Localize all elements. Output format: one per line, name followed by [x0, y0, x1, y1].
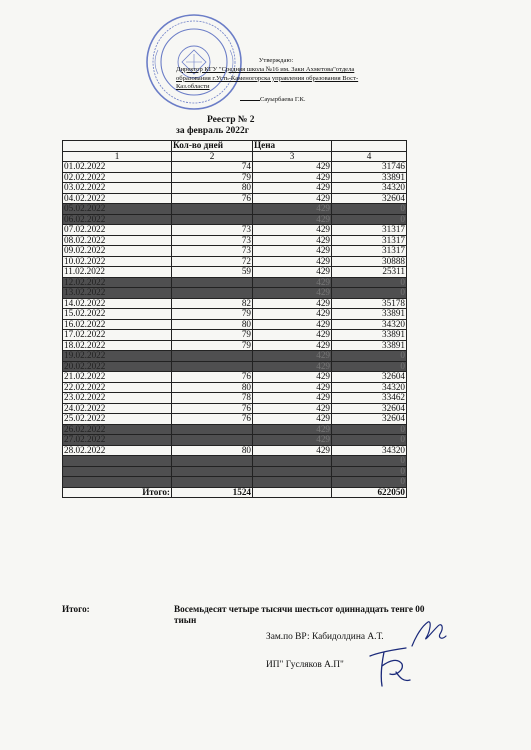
table-row-weekend	[63, 351, 407, 362]
total-days-cell: 1524	[172, 487, 253, 498]
table-row	[63, 235, 407, 246]
sum-cell: 31317	[332, 246, 407, 257]
days-cell: 59	[172, 267, 253, 278]
days-cell	[172, 277, 253, 288]
approval-line-1: Директор КГУ "Средняя школа №16 им. Заки Ахметова"отдела	[176, 65, 355, 73]
sum-cell: 35178	[332, 298, 407, 309]
approval-signatory: Сауырбаева Г.К.	[260, 96, 306, 104]
date-cell: 27.02.2022	[63, 435, 172, 446]
price-cell: 429	[253, 193, 332, 204]
table-row	[63, 298, 407, 309]
price-cell: 429	[253, 424, 332, 435]
days-cell: 76	[172, 193, 253, 204]
date-cell: 26.02.2022	[63, 424, 172, 435]
sum-cell: 25311	[332, 267, 407, 278]
sum-cell: 33891	[332, 340, 407, 351]
sum-cell: 34320	[332, 445, 407, 456]
table-row-weekend	[63, 214, 407, 225]
ip-handwritten-signature	[366, 642, 414, 692]
registry-table	[62, 140, 407, 498]
date-cell: 28.02.2022	[63, 445, 172, 456]
date-cell: 05.02.2022	[63, 204, 172, 215]
price-cell: 429	[253, 403, 332, 414]
days-cell: 80	[172, 382, 253, 393]
days-cell: 79	[172, 172, 253, 183]
date-cell: 08.02.2022	[63, 235, 172, 246]
days-cell: 82	[172, 298, 253, 309]
days-cell	[172, 351, 253, 362]
price-cell: 429	[253, 256, 332, 267]
price-cell: 429	[253, 445, 332, 456]
price-cell: 429	[253, 382, 332, 393]
table-row-weekend	[63, 361, 407, 372]
days-cell: 78	[172, 393, 253, 404]
sum-cell: 33891	[332, 309, 407, 320]
total-label-cell: Итого:	[63, 487, 172, 498]
days-cell	[172, 288, 253, 299]
table-row	[63, 403, 407, 414]
price-cell: 429	[253, 414, 332, 425]
table-row	[63, 246, 407, 257]
registry-number: Реестр № 2	[207, 115, 255, 125]
table-row	[63, 393, 407, 404]
sum-cell: 32604	[332, 193, 407, 204]
price-cell	[253, 477, 332, 488]
sum-cell: 0	[332, 477, 407, 488]
date-cell: 01.02.2022	[63, 162, 172, 173]
table-row	[63, 193, 407, 204]
sum-cell: 0	[332, 456, 407, 467]
date-cell: 09.02.2022	[63, 246, 172, 257]
price-cell: 429	[253, 330, 332, 341]
table-row-weekend	[63, 456, 407, 467]
price-cell: 429	[253, 361, 332, 372]
price-cell: 429	[253, 246, 332, 257]
table-row-weekend	[63, 424, 407, 435]
price-cell: 429	[253, 319, 332, 330]
days-cell: 80	[172, 445, 253, 456]
total-price-cell	[253, 487, 332, 498]
date-cell: 19.02.2022	[63, 351, 172, 362]
date-cell: 16.02.2022	[63, 319, 172, 330]
header-cell-days: Кол-во дней	[172, 141, 253, 152]
sum-cell: 0	[332, 435, 407, 446]
days-cell	[172, 435, 253, 446]
days-cell	[172, 477, 253, 488]
price-cell: 429	[253, 288, 332, 299]
date-cell: 17.02.2022	[63, 330, 172, 341]
total-words-label: Итого:	[62, 604, 90, 614]
sum-cell: 0	[332, 424, 407, 435]
days-cell: 73	[172, 246, 253, 257]
sum-cell: 32604	[332, 372, 407, 383]
days-cell: 74	[172, 162, 253, 173]
price-cell: 429	[253, 298, 332, 309]
days-cell	[172, 424, 253, 435]
deputy-signatory: Зам.по ВР: Кабидолдина А.Т.	[266, 632, 384, 642]
date-cell: 18.02.2022	[63, 340, 172, 351]
days-cell: 76	[172, 414, 253, 425]
approval-line-3: Каз.области	[176, 83, 210, 91]
days-cell	[172, 361, 253, 372]
approval-signature-underline	[240, 100, 260, 101]
date-cell: 11.02.2022	[63, 267, 172, 278]
table-header-row	[63, 141, 407, 152]
table-row-weekend	[63, 466, 407, 477]
date-cell	[63, 477, 172, 488]
table-row	[63, 382, 407, 393]
sum-cell: 0	[332, 466, 407, 477]
price-cell	[253, 456, 332, 467]
date-cell: 13.02.2022	[63, 288, 172, 299]
table-row	[63, 330, 407, 341]
price-cell: 429	[253, 351, 332, 362]
sum-cell: 0	[332, 361, 407, 372]
header-cell-price: Цена	[253, 141, 332, 152]
date-cell: 14.02.2022	[63, 298, 172, 309]
table-row-weekend	[63, 288, 407, 299]
sum-cell: 0	[332, 214, 407, 225]
sum-cell: 0	[332, 204, 407, 215]
price-cell: 429	[253, 393, 332, 404]
sum-cell: 34320	[332, 183, 407, 194]
sum-cell: 0	[332, 277, 407, 288]
days-cell	[172, 214, 253, 225]
sum-cell: 34320	[332, 382, 407, 393]
column-numbers-row	[63, 151, 407, 162]
table-row	[63, 414, 407, 425]
days-cell: 79	[172, 340, 253, 351]
table-total-row	[63, 487, 407, 498]
days-cell	[172, 204, 253, 215]
sum-cell: 34320	[332, 319, 407, 330]
total-sum-cell: 622050	[332, 487, 407, 498]
table-row	[63, 267, 407, 278]
price-cell: 429	[253, 225, 332, 236]
sum-cell: 31746	[332, 162, 407, 173]
table-row-weekend	[63, 204, 407, 215]
table-row-weekend	[63, 477, 407, 488]
price-cell: 429	[253, 172, 332, 183]
table-row	[63, 225, 407, 236]
price-cell: 429	[253, 277, 332, 288]
col-number-1: 1	[63, 151, 172, 162]
price-cell: 429	[253, 267, 332, 278]
col-number-3: 3	[253, 151, 332, 162]
sum-cell: 32604	[332, 403, 407, 414]
sum-cell: 0	[332, 351, 407, 362]
date-cell: 22.02.2022	[63, 382, 172, 393]
days-cell: 76	[172, 372, 253, 383]
table-row-weekend	[63, 435, 407, 446]
days-cell: 79	[172, 330, 253, 341]
date-cell: 10.02.2022	[63, 256, 172, 267]
deputy-handwritten-signature	[408, 618, 448, 650]
table-row	[63, 319, 407, 330]
date-cell: 12.02.2022	[63, 277, 172, 288]
table-row	[63, 309, 407, 320]
table-row	[63, 183, 407, 194]
header-cell-4	[332, 141, 407, 152]
date-cell: 21.02.2022	[63, 372, 172, 383]
price-cell	[253, 466, 332, 477]
table-row	[63, 256, 407, 267]
sum-cell: 0	[332, 288, 407, 299]
date-cell: 15.02.2022	[63, 309, 172, 320]
table-row	[63, 172, 407, 183]
table-row	[63, 372, 407, 383]
days-cell	[172, 466, 253, 477]
days-cell: 80	[172, 183, 253, 194]
days-cell: 80	[172, 319, 253, 330]
sum-cell: 33462	[332, 393, 407, 404]
sum-cell: 33891	[332, 172, 407, 183]
registry-period: за февраль 2022г	[176, 126, 250, 136]
approval-line-2: образования г.Усть-Каменогорска управления образования Вост-	[176, 74, 359, 82]
header-cell-1	[63, 141, 172, 152]
price-cell: 429	[253, 340, 332, 351]
price-cell: 429	[253, 204, 332, 215]
approval-block	[176, 57, 376, 105]
price-cell: 429	[253, 214, 332, 225]
sum-cell: 30888	[332, 256, 407, 267]
price-cell: 429	[253, 183, 332, 194]
days-cell: 79	[172, 309, 253, 320]
col-number-2: 2	[172, 151, 253, 162]
days-cell	[172, 456, 253, 467]
table-row	[63, 340, 407, 351]
total-in-words	[62, 604, 425, 625]
date-cell: 20.02.2022	[63, 361, 172, 372]
sum-cell: 33891	[332, 330, 407, 341]
approval-heading: Утверждаю:	[258, 57, 294, 64]
date-cell: 25.02.2022	[63, 414, 172, 425]
date-cell: 04.02.2022	[63, 193, 172, 204]
table-row	[63, 445, 407, 456]
table-row	[63, 162, 407, 173]
days-cell: 72	[172, 256, 253, 267]
date-cell: 06.02.2022	[63, 214, 172, 225]
approval-signatory-line	[176, 96, 376, 105]
date-cell: 07.02.2022	[63, 225, 172, 236]
date-cell	[63, 466, 172, 477]
date-cell: 03.02.2022	[63, 183, 172, 194]
registry-title	[176, 115, 255, 137]
ip-signatory: ИП" Гусляков А.П"	[266, 660, 344, 670]
price-cell: 429	[253, 235, 332, 246]
total-words-text: Восемьдесят четыре тысячи шестьсот одиннадцать тенге 00 тиын	[174, 604, 425, 625]
date-cell: 24.02.2022	[63, 403, 172, 414]
sum-cell: 32604	[332, 414, 407, 425]
date-cell	[63, 456, 172, 467]
registry-table-body	[63, 141, 407, 498]
table-row-weekend	[63, 277, 407, 288]
date-cell: 23.02.2022	[63, 393, 172, 404]
sum-cell: 31317	[332, 225, 407, 236]
sum-cell: 31317	[332, 235, 407, 246]
price-cell: 429	[253, 309, 332, 320]
date-cell: 02.02.2022	[63, 172, 172, 183]
days-cell: 76	[172, 403, 253, 414]
days-cell: 73	[172, 235, 253, 246]
price-cell: 429	[253, 372, 332, 383]
price-cell: 429	[253, 162, 332, 173]
price-cell: 429	[253, 435, 332, 446]
col-number-4: 4	[332, 151, 407, 162]
days-cell: 73	[172, 225, 253, 236]
